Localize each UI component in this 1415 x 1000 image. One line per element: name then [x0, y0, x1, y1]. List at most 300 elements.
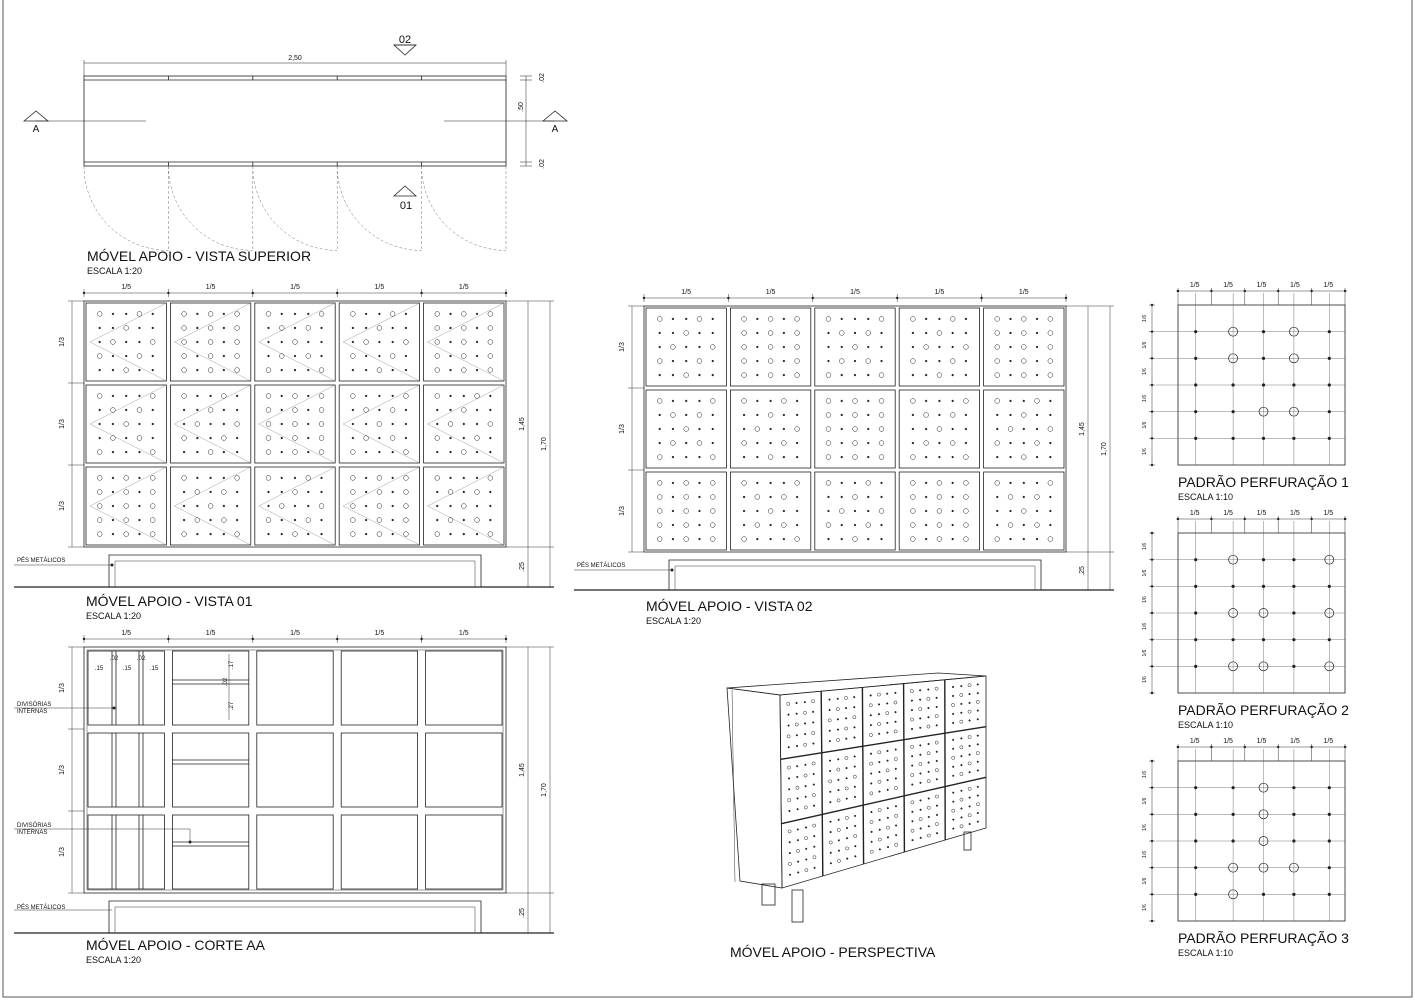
perforation-hole [1023, 482, 1025, 484]
dim-dot [336, 638, 338, 640]
perforation-hole [853, 537, 858, 542]
dim-dot [1151, 437, 1153, 439]
perforation-hole [139, 505, 141, 507]
perforation-hole [364, 408, 369, 413]
perforation-hole [936, 814, 938, 816]
dim-dot [1310, 746, 1312, 748]
small-perforation [1328, 330, 1331, 333]
perforation-hole [854, 318, 856, 320]
dim-dot [1344, 290, 1346, 292]
perforation-hole [805, 869, 808, 872]
small-perforation [1292, 786, 1295, 789]
perforation-hole [925, 318, 927, 320]
small-perforation [1194, 786, 1197, 789]
view01-leg-label: PÉS METÁLICOS [17, 558, 66, 564]
perforation-hole [195, 490, 200, 495]
perforation-hole [877, 693, 880, 696]
perforation-hole [712, 332, 714, 334]
perforation-hole [685, 318, 687, 320]
small-perforation [1292, 383, 1295, 386]
perforation-hole [925, 360, 927, 362]
dim-dot [167, 292, 169, 294]
perforation-hole [672, 374, 674, 376]
perforation-hole [208, 368, 213, 373]
perforation-hole [796, 734, 798, 736]
perforation-hole [796, 524, 798, 526]
perforation-hole [671, 441, 676, 446]
view02-title: MÓVEL APOIO - VISTA 02 [646, 598, 813, 614]
perforation-hole [1036, 374, 1038, 376]
pattern-row-dim: 1/6 [1142, 314, 1148, 322]
perforation-hole [911, 700, 913, 702]
perforation-hole [995, 481, 1000, 486]
perforation-hole [488, 340, 493, 345]
perforation-hole [895, 843, 898, 846]
perforation-hole [867, 318, 869, 320]
perforation-hole [937, 523, 942, 528]
perforation-hole [783, 428, 785, 430]
perforation-hole [97, 504, 102, 509]
perforation-hole [853, 399, 858, 404]
perforation-hole [266, 312, 271, 317]
perforation-hole [124, 518, 129, 523]
small-perforation [1328, 585, 1331, 588]
perforation-hole [684, 509, 689, 514]
pattern-row-dim: 1/6 [1142, 394, 1148, 402]
perforation-hole [878, 808, 881, 811]
perforation-hole [671, 413, 676, 418]
perforation-hole [699, 524, 701, 526]
section-div-label-2a: DIVISÓRIAS [17, 823, 52, 829]
perforation-hole [99, 423, 101, 425]
perforation-hole [894, 758, 897, 761]
perforation-hole [965, 414, 967, 416]
perforation-hole [281, 341, 283, 343]
row-dim-label: 1/3 [59, 419, 66, 429]
row-dim-label: 1/3 [59, 683, 66, 693]
dim-dot [643, 297, 645, 299]
perforation-hole [805, 848, 807, 850]
perforation-hole [837, 729, 839, 731]
perforation-hole [911, 774, 914, 777]
perforation-hole [795, 359, 800, 364]
perforation-hole [789, 852, 791, 854]
small-perforation [1262, 638, 1265, 641]
perforation-hole [1049, 524, 1051, 526]
perforation-hole [881, 332, 883, 334]
perforation-hole [912, 374, 914, 376]
perforation-hole [910, 317, 915, 322]
dim-dot [1210, 518, 1212, 520]
perforation-hole [795, 723, 798, 726]
perforation-hole [867, 456, 869, 458]
perforation-hole [112, 355, 114, 357]
column-dim-label: 1/5 [374, 284, 385, 291]
perforation-hole [968, 735, 971, 738]
perforation-hole [965, 318, 967, 320]
perforation-hole [1021, 455, 1026, 460]
perforation-hole [756, 538, 758, 540]
perforation-hole [1010, 346, 1012, 348]
perforation-hole [829, 740, 831, 742]
small-perforation [1328, 383, 1331, 386]
perforation-hole [293, 408, 298, 413]
perforation-hole [1023, 496, 1025, 498]
column-dim-label: 1/5 [290, 284, 300, 291]
perforation-hole [152, 327, 154, 329]
perforation-hole [742, 317, 747, 322]
perforation-hole [796, 849, 799, 852]
perforation-hole [886, 769, 889, 772]
perforation-hole [196, 409, 198, 411]
perforation-hole [846, 777, 848, 779]
perforation-hole [281, 533, 283, 535]
perforation-hole [950, 359, 955, 364]
perforation-hole [950, 413, 955, 418]
perforation-hole [783, 374, 785, 376]
dim-dot [1151, 330, 1153, 332]
leader-dot [113, 707, 116, 710]
perforation-hole [928, 816, 930, 818]
perforation-hole [208, 504, 213, 509]
perforation-hole [783, 360, 785, 362]
perforation-hole [768, 331, 773, 336]
perforation-hole [837, 859, 840, 862]
view02-scale: ESCALA 1:20 [646, 616, 702, 626]
perforation-hole [845, 787, 848, 790]
perforation-hole [927, 697, 930, 700]
perforation-hole [182, 368, 187, 373]
panel-joint [821, 691, 823, 876]
perforation-hole [137, 436, 142, 441]
perforation-hole [183, 505, 185, 507]
perforation-hole [845, 738, 847, 740]
perforation-hole [405, 409, 407, 411]
perforation-hole [390, 408, 395, 413]
perforation-hole [379, 395, 381, 397]
perforation-hole [321, 327, 323, 329]
perforation-hole [803, 711, 806, 714]
perforation-hole [223, 341, 225, 343]
perforation-hole [910, 359, 915, 364]
perforation-hole [488, 368, 493, 373]
perforation-hole [795, 317, 800, 322]
perforation-hole [350, 490, 355, 495]
top-view-title: MÓVEL APOIO - VISTA SUPERIOR [87, 248, 312, 264]
perforation-hole [489, 491, 491, 493]
perforation-hole [223, 451, 225, 453]
perforation-hole [839, 509, 844, 514]
perforation-hole [208, 450, 213, 455]
compartment [341, 815, 417, 889]
pattern-col-dim: 1/5 [1323, 738, 1334, 745]
perforation-hole [404, 340, 409, 345]
perforation-hole [223, 477, 225, 479]
perforation-hole [960, 798, 963, 801]
perforation-hole [476, 451, 478, 453]
perforation-hole [867, 374, 869, 376]
perforation-hole [887, 846, 889, 848]
perforation-hole [319, 504, 324, 509]
perforation-hole [969, 771, 971, 773]
perforation-hole [854, 825, 856, 827]
perforation-hole [866, 331, 871, 336]
perforation-hole [925, 456, 927, 458]
perforation-hole [920, 809, 922, 811]
perforation-hole [659, 442, 661, 444]
section-leg-label: PÉS METÁLICOS [17, 905, 66, 911]
perforation-hole [463, 437, 465, 439]
perforation-hole [912, 332, 914, 334]
perforation-hole [854, 524, 856, 526]
small-perforation [1194, 611, 1197, 614]
perforation-hole [826, 373, 831, 378]
dim-dot [980, 297, 982, 299]
perforation-hole [1048, 373, 1053, 378]
perforation-hole [927, 725, 930, 728]
dim-dot [1244, 518, 1246, 520]
perforation-hole [755, 495, 760, 500]
dim-dot [727, 297, 729, 299]
perforation-hole [377, 368, 382, 373]
door-panel [170, 303, 250, 381]
dim-dot [252, 638, 254, 640]
perforation-hole [463, 491, 465, 493]
perforation-hole [925, 538, 927, 540]
perforation-hole [236, 519, 238, 521]
dim-dot [1065, 297, 1067, 299]
small-perforation [1328, 893, 1331, 896]
perforation-hole [208, 312, 213, 317]
perforation-hole [476, 533, 478, 535]
small-perforation [1328, 813, 1331, 816]
perforation-hole [755, 523, 760, 528]
perforation-hole [365, 313, 367, 315]
perforation-hole [139, 395, 141, 397]
perforation-hole [829, 730, 831, 732]
compartment [88, 733, 164, 807]
perforation-hole [1010, 318, 1012, 320]
perforation-hole [1023, 442, 1025, 444]
perforation-hole [182, 354, 187, 359]
perforation-hole [392, 423, 394, 425]
perforation-hole [829, 709, 831, 711]
perforation-hole [139, 369, 141, 371]
perforation-hole [97, 476, 102, 481]
column-dim-label: 1/5 [458, 284, 469, 291]
perforation-hole [236, 409, 238, 411]
perforation-hole [183, 409, 185, 411]
perforation-hole [828, 332, 830, 334]
section-inner-dim-1: .15 [94, 666, 104, 672]
perforation-hole [405, 369, 407, 371]
perforation-hole [887, 837, 889, 839]
perforation-hole [964, 455, 969, 460]
perforation-hole [208, 340, 213, 345]
perforation-hole [788, 714, 790, 716]
height-dim-legs: .25 [519, 562, 526, 572]
dim-dot [1277, 746, 1279, 748]
perforation-hole [960, 746, 963, 749]
column-dim-label: 1/5 [934, 289, 945, 296]
compartment [426, 815, 502, 889]
perforation-hole [854, 796, 856, 798]
perforation-hole [293, 450, 298, 455]
perforation-hole [781, 441, 786, 446]
perforation-hole [379, 355, 381, 357]
perforation-hole [1021, 509, 1026, 514]
perforation-hole [266, 408, 271, 413]
perforation-hole [307, 505, 309, 507]
perforation-hole [684, 495, 689, 500]
perforation-hole [475, 518, 480, 523]
perforation-hole [968, 814, 971, 817]
perforation-hole [925, 524, 927, 526]
perforation-hole [111, 340, 116, 345]
perforation-hole [111, 436, 116, 441]
perforation-hole [365, 519, 367, 521]
perforation-hole [829, 791, 831, 793]
perforation-hole [672, 524, 674, 526]
perforation-hole [783, 456, 785, 458]
pattern-row-dim: 1/6 [1142, 676, 1148, 684]
perforation-hole [281, 437, 283, 439]
perforation-hole [712, 374, 714, 376]
dim-dot [1151, 665, 1153, 667]
perforation-hole [927, 752, 930, 755]
perforation-hole [476, 355, 478, 357]
perforation-hole [489, 451, 491, 453]
perforation-hole [435, 368, 440, 373]
perforation-hole [196, 451, 198, 453]
perforation-hole [699, 510, 701, 512]
perforation-hole [489, 409, 491, 411]
perforation-hole [488, 476, 493, 481]
dim-dot [1210, 290, 1212, 292]
perforation-hole [952, 510, 954, 512]
pattern2-scale: ESCALA 1:10 [1178, 720, 1234, 730]
small-perforation [1262, 585, 1265, 588]
perforation-hole [657, 537, 662, 542]
perforation-hole [266, 394, 271, 399]
perforation-hole [1036, 360, 1038, 362]
perforation-hole [182, 340, 187, 345]
leader-dot [111, 564, 114, 567]
perforation-hole [377, 326, 382, 331]
perforation-hole [911, 709, 913, 711]
perforation-hole [307, 491, 309, 493]
perforation-hole [756, 442, 758, 444]
perforation-hole [365, 395, 367, 397]
perforation-hole [952, 482, 954, 484]
perforation-hole [805, 827, 807, 829]
perforation-hole [812, 711, 814, 713]
pattern-row-dim: 1/6 [1142, 368, 1148, 376]
perforation-hole [99, 327, 101, 329]
perforation-hole [837, 758, 839, 760]
perforation-hole [881, 496, 883, 498]
perforation-hole [125, 437, 127, 439]
perforation-hole [463, 533, 465, 535]
compartment [257, 651, 333, 725]
perforation-hole [910, 455, 915, 460]
perforation-hole [996, 456, 998, 458]
perforation-hole [405, 437, 407, 439]
perforation-hole [1008, 523, 1013, 528]
perforation-hole [657, 495, 662, 500]
perforation-hole [307, 369, 309, 371]
small-perforation [1262, 383, 1265, 386]
perforation-hole [684, 523, 689, 528]
section-shelf-dim-1: .17 [229, 660, 235, 670]
perforation-hole [685, 456, 687, 458]
dim-dot [1151, 357, 1153, 359]
perforation-hole [853, 775, 856, 778]
perforation-hole [952, 428, 954, 430]
section-shelf-dim-3: .27 [229, 701, 235, 711]
perforation-hole [139, 341, 141, 343]
pattern-col-dim: 1/5 [1189, 510, 1200, 517]
perforation-hole [952, 374, 954, 376]
compartment [172, 815, 248, 889]
perforation-hole [1021, 317, 1026, 322]
perforation-hole [672, 538, 674, 540]
dim-dot [1244, 290, 1246, 292]
perforation-hole [781, 495, 786, 500]
perforation-hole [796, 400, 798, 402]
row-dim-label: 1/3 [59, 765, 66, 775]
perforation-hole [1036, 318, 1038, 320]
perforation-hole [390, 312, 395, 317]
perforation-hole [887, 817, 889, 819]
perforation-hole [805, 859, 807, 861]
perforation-hole [124, 476, 129, 481]
perforation-hole [235, 476, 240, 481]
perforation-hole [867, 510, 869, 512]
perforation-hole [937, 331, 942, 336]
perforation-hole [911, 745, 914, 748]
perforation-hole [925, 496, 927, 498]
perforation-hole [961, 703, 963, 705]
perforation-hole [870, 792, 873, 795]
perforation-hole [182, 312, 187, 317]
small-perforation [1194, 330, 1197, 333]
perforation-hole [152, 313, 154, 315]
small-perforation [1232, 839, 1235, 842]
perforation-hole [828, 538, 830, 540]
perforation-hole [768, 373, 773, 378]
perforation-hole [742, 441, 747, 446]
perforation-hole [99, 369, 101, 371]
compartment [257, 815, 333, 889]
perforation-hole [99, 341, 101, 343]
perforation-hole [839, 331, 844, 336]
perforation-hole [365, 355, 367, 357]
section-scale: ESCALA 1:20 [86, 955, 142, 965]
perforation-hole [268, 327, 270, 329]
perforation-hole [935, 822, 938, 825]
perforation-hole [293, 422, 298, 427]
perforation-hole [659, 428, 661, 430]
dim-dot [167, 638, 169, 640]
perforation-hole [450, 409, 452, 411]
perforation-hole [1036, 456, 1038, 458]
perforation-hole [350, 312, 355, 317]
panel-joint [862, 687, 863, 864]
dim-dot [505, 292, 507, 294]
perforation-hole [805, 764, 807, 766]
perforation-hole [826, 523, 831, 528]
